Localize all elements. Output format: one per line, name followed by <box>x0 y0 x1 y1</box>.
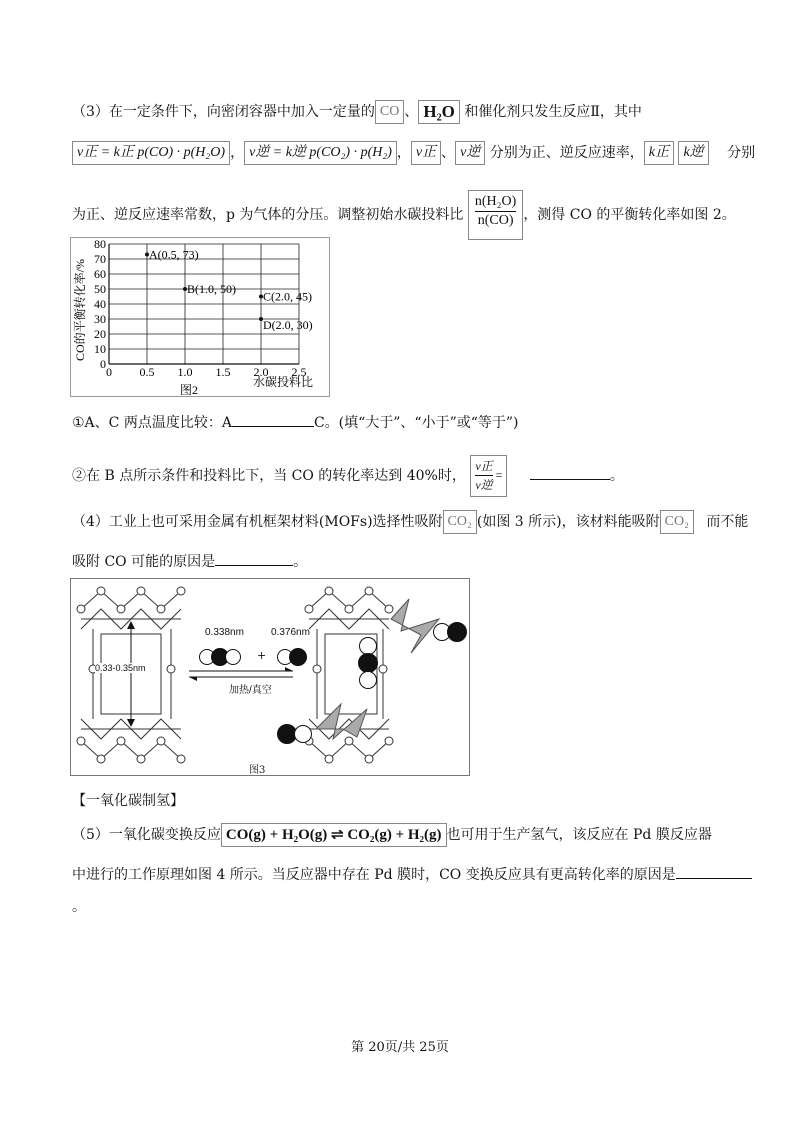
v-forward-box: v正 <box>411 141 441 165</box>
answer-blank-3[interactable] <box>215 551 293 566</box>
x-tick-label: 1.5 <box>215 365 231 379</box>
chart-grid <box>109 244 299 364</box>
q5-line-2 <box>72 864 752 884</box>
q3-line-1 <box>72 100 642 124</box>
y-tick-label: 50 <box>94 282 106 296</box>
equals-sign: = <box>495 468 503 482</box>
separator: 、 <box>441 145 456 161</box>
ratio-fraction <box>475 193 516 230</box>
figure-2-caption: 图2 <box>179 383 199 396</box>
x-tick-label: 2.0 <box>253 365 269 379</box>
y-tick-label: 60 <box>94 267 106 281</box>
mof-framework-right <box>309 591 389 759</box>
section-title: 【一氧化碳制氢】 <box>72 793 184 809</box>
y-tick-labels <box>94 238 106 371</box>
q3-line3-b: ，测得 CO 的平衡转化率如图 2。 <box>523 207 736 223</box>
figure-3-drawing <box>71 579 469 775</box>
q4-line2-text: 吸附 CO 可能的原因是 <box>72 554 216 570</box>
answer-blank-1[interactable] <box>232 412 314 427</box>
h2o-box: H₂O <box>418 100 460 124</box>
y-tick-label: 20 <box>94 327 106 341</box>
q5-text-a: （5）一氧化碳变换反应 <box>72 827 221 843</box>
x-tick-label: 1.0 <box>177 365 193 379</box>
co2-size-label: 0.338nm <box>205 627 244 638</box>
y-tick-label: 0 <box>100 357 106 371</box>
q3-rates-desc: 分别为正、逆反应速率， <box>489 145 644 161</box>
q4-line-1 <box>72 510 748 534</box>
q3-sub-2 <box>72 455 624 497</box>
co-box: CO <box>375 100 404 124</box>
x-axis-label: 水碳投料比 <box>252 375 313 389</box>
v-reverse-box: v逆 <box>455 141 485 165</box>
q3-intro: （3）在一定条件下，向密闭容器中加入一定量的 <box>72 104 375 120</box>
comma: ， <box>230 145 245 161</box>
figure-2-chart <box>71 238 329 396</box>
figure-3-caption: 图3 <box>249 765 266 776</box>
carbon-atom <box>289 648 307 666</box>
y-axis-label: CO的平衡转化率/% <box>73 258 87 362</box>
reaction-equation: CO(g) + H₂O(g) ⇌ CO₂(g) + H₂(g) <box>221 823 447 847</box>
forward-arrow-head-icon <box>285 667 293 671</box>
q5-line2-text: 中进行的工作原理如图 4 所示。当反应器中存在 Pd 膜时，CO 变换反应具有更高转化率的原因是 <box>72 867 676 883</box>
x-tick-label: 0 <box>106 365 112 379</box>
v-forward-expression: v正 = k正 p(CO) · p(H₂O) <box>72 141 230 165</box>
plus-sign: + <box>257 649 267 662</box>
x-tick-label: 2.5 <box>291 365 307 379</box>
page-number: 第 20页/共 25页 <box>351 1040 449 1055</box>
oxygen-atom <box>225 649 241 665</box>
co2-box-1: CO₂ <box>443 510 477 534</box>
ratio-denominator: n(CO) <box>477 213 514 228</box>
pore-size-label: 0.33-0.35nm <box>95 663 146 673</box>
q4-text-a: （4）工业上也可采用金属有机框架材料(MOFs)选择性吸附 <box>72 514 443 530</box>
y-tick-label: 70 <box>94 252 106 266</box>
ratio-box <box>468 190 523 240</box>
data-point-label: B(1.0, 50) <box>187 282 236 296</box>
q3-line-3 <box>72 190 736 240</box>
y-tick-label: 30 <box>94 312 106 326</box>
sub2-text-a: ②在 B 点所示条件和投料比下，当 CO 的转化率达到 40%时， <box>72 468 466 484</box>
answer-blank-2[interactable] <box>530 465 610 480</box>
carbon-atom <box>358 653 378 673</box>
comma: ， <box>396 145 411 161</box>
q3-line-2 <box>72 141 755 165</box>
q5-line-1 <box>72 823 712 847</box>
q3-line3-a: 为正、逆反应速率常数，p 为气体的分压。调整初始水碳投料比 <box>72 207 464 223</box>
x-tick-label: 0.5 <box>139 365 155 379</box>
q4-text-c: 而不能 <box>706 514 749 530</box>
sub1-text-a: ①A、C 两点温度比较：A <box>72 415 232 431</box>
q3-sub-1 <box>72 412 519 432</box>
carbon-atom <box>447 622 467 642</box>
q3-rates-desc-2: 分别 <box>727 145 756 161</box>
q4-line2-end: 。 <box>293 554 308 570</box>
y-tick-label: 80 <box>94 238 106 251</box>
co-size-label: 0.376nm <box>271 627 310 638</box>
figure-3-frame <box>70 578 470 776</box>
velocity-ratio-denominator: v逆 <box>475 478 493 492</box>
oxygen-atom <box>359 671 377 689</box>
arrow-condition-label: 加热/真空 <box>229 685 272 696</box>
velocity-ratio <box>475 457 492 494</box>
oxygen-atom <box>294 725 312 743</box>
blocked-arrow-icon <box>391 599 439 653</box>
q5-line-3: 。 <box>72 899 86 915</box>
q4-text-b: (如图 3 所示)，该材料能吸附 <box>476 514 660 530</box>
y-tick-label: 40 <box>94 297 106 311</box>
sub2-end: 。 <box>609 468 624 484</box>
reverse-arrow-head-icon <box>189 677 197 681</box>
k-forward-box: k正 <box>644 141 674 165</box>
data-point-label: C(2.0, 45) <box>263 289 312 304</box>
data-point-label: A(0.5, 73) <box>149 247 199 262</box>
answer-blank-4[interactable] <box>676 864 752 879</box>
ratio-numerator: n(H₂O) <box>475 193 516 212</box>
mof-nodes-right <box>305 587 393 763</box>
q3-after-h2o: 和催化剂只发生反应Ⅱ，其中 <box>464 104 642 120</box>
sub1-text-b: C。(填“大于”、“小于”或“等于”) <box>313 415 519 431</box>
data-point-label: D(2.0, 30) <box>263 318 313 332</box>
figure-2-frame <box>70 237 330 397</box>
q4-line-2 <box>72 551 307 571</box>
separator: 、 <box>404 104 419 120</box>
v-reverse-expression: v逆 = k逆 p(CO₂) · p(H₂) <box>244 141 397 165</box>
co2-box-2: CO₂ <box>660 510 694 534</box>
velocity-ratio-numerator: v正 <box>475 457 492 476</box>
velocity-ratio-box <box>470 455 507 497</box>
y-tick-label: 10 <box>94 342 106 356</box>
q5-text-b: 也可用于生产氢气，该反应在 Pd 膜反应器 <box>446 827 712 843</box>
k-reverse-box: k逆 <box>678 141 708 165</box>
